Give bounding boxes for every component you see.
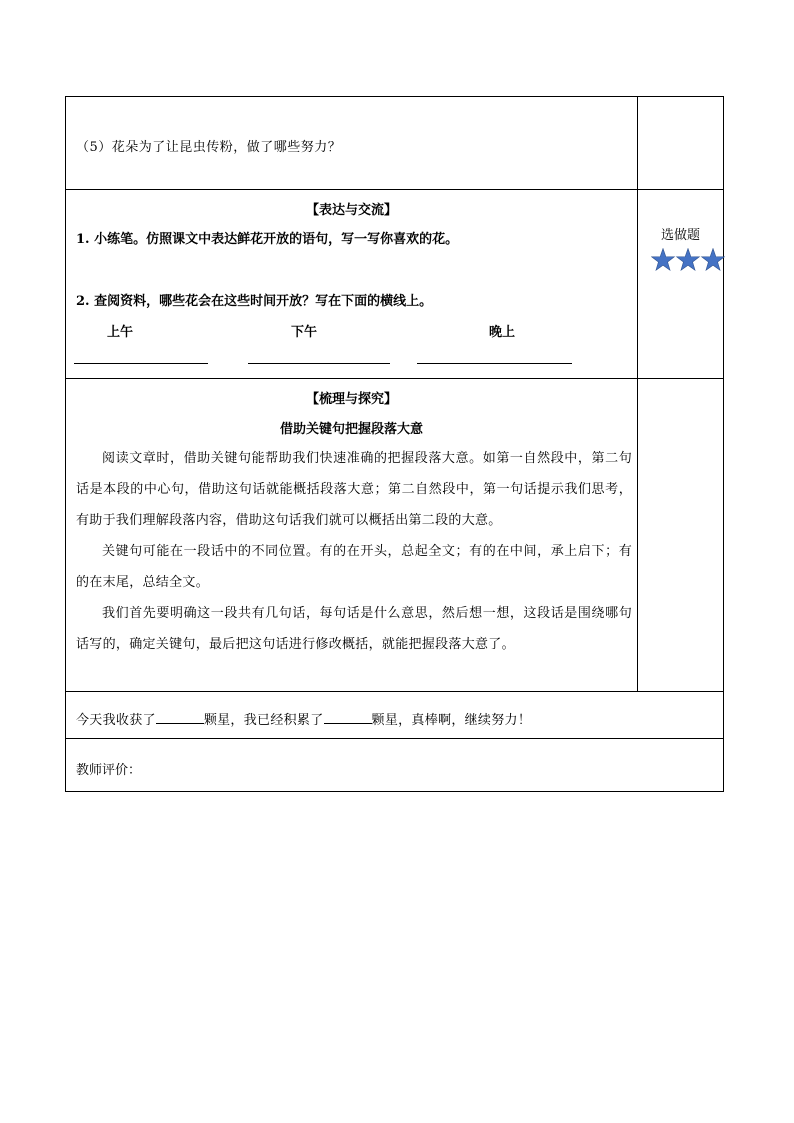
express-item2: 2. 查阅资料，哪些花会在这些时间开放？写在下面的横线上。 [76, 294, 433, 309]
teacher-cell [66, 739, 724, 792]
question5-text: （5）花朵为了让昆虫传粉，做了哪些努力？ [76, 140, 342, 155]
express-row [66, 190, 724, 379]
teacher-row [66, 739, 724, 792]
time-label-afternoon: 下午 [291, 325, 318, 340]
question5-cell [66, 97, 638, 190]
time-label-morning: 上午 [107, 325, 134, 340]
star-icon [652, 249, 675, 271]
explore-title: 【梳理与探究】 [305, 392, 397, 407]
time-label-evening: 晚上 [489, 325, 516, 340]
express-side-cell [638, 190, 724, 379]
express-item1: 1. 小练笔。仿照课文中表达鲜花开放的语句，写一写你喜欢的花。 [76, 232, 459, 247]
question5-row [66, 97, 724, 190]
explore-row [66, 379, 724, 692]
express-cell [66, 190, 638, 379]
summary-row [66, 692, 724, 739]
optional-label: 选做题 [660, 228, 700, 243]
explore-cell [66, 379, 638, 692]
question5-side-cell [638, 97, 724, 190]
summary-part2: 颗星，我已经积累了 [203, 713, 324, 728]
summary-part1: 今天我收获了 [76, 713, 156, 728]
worksheet-table [65, 96, 724, 792]
explore-paragraph-2: 关键句可能在一段话中的不同位置。有的在开头，总起全文；有的在中间，承上启下；有的在末尾，总结全文。 [76, 544, 632, 590]
explore-side-cell [638, 379, 724, 692]
star-rating [651, 248, 725, 272]
explore-subtitle: 借助关键句把握段落大意 [279, 422, 423, 437]
star-icon [702, 249, 725, 271]
summary-part3: 颗星，真棒啊，继续努力！ [371, 713, 532, 728]
summary-text [76, 709, 531, 728]
explore-paragraph-1: 阅读文章时，借助关键句能帮助我们快速准确的把握段落大意。如第一自然段中，第二句话是本段的中心句，借助这句话就能概括段落大意；第二自然段中，第一句话提示我们思考，有助于我们理解段落内容，借助这句话我们就可以概括出第二段的大意。 [76, 451, 632, 528]
total-stars-blank[interactable] [324, 711, 372, 724]
today-stars-blank[interactable] [156, 711, 204, 724]
evening-answer-line[interactable] [417, 363, 572, 364]
teacher-comment-label: 教师评价： [76, 763, 142, 778]
express-title: 【表达与交流】 [305, 203, 397, 218]
afternoon-answer-line[interactable] [248, 363, 390, 364]
morning-answer-line[interactable] [74, 363, 208, 364]
explore-paragraph-3: 我们首先要明确这一段共有几句话，每句话是什么意思，然后想一想，这段话是围绕哪句话写的，确定关键句，最后把这句话进行修改概括，就能把握段落大意了。 [76, 606, 632, 652]
star-icon [677, 249, 700, 271]
summary-cell [66, 692, 724, 739]
